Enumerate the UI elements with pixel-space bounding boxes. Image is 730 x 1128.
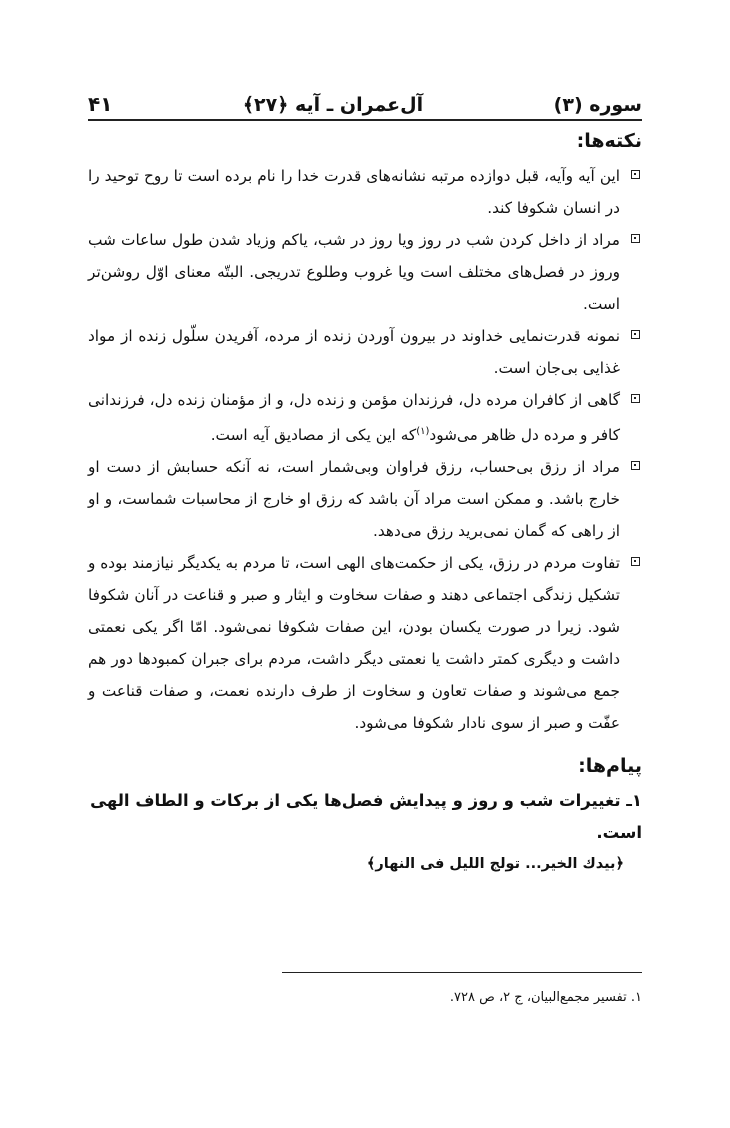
bullet-square-icon — [631, 170, 640, 179]
note-item — [88, 160, 642, 224]
bullet-square-icon — [631, 461, 640, 470]
footnote-divider — [282, 972, 642, 973]
note-text-tail: که این یکی از مصادیق آیه است. — [210, 426, 417, 445]
note-item — [88, 547, 642, 739]
bullet-square-icon — [631, 557, 640, 566]
note-text: نمونه قدرت‌نمایی خداوند در بیرون آوردن زنده از مرده، آفریدن سلّول زنده از مواد غذایی بی‌جان است. — [88, 327, 620, 377]
note-item — [88, 224, 642, 320]
surah-label: سوره (۳) — [553, 94, 642, 116]
note-text: این آیه وآیه، قبل دوازده مرتبه نشانه‌های قدرت خدا را نام برده است تا روح توحید را در انسان شکوفا کند. — [88, 167, 620, 217]
notes-heading: نکته‌ها: — [576, 130, 642, 152]
bullet-square-icon — [631, 234, 640, 243]
footnote-ref[interactable]: (۱) — [416, 426, 430, 437]
quran-quote: ﴿بیدك الخیر... تولج اللیل فی النهار﴾ — [366, 856, 624, 873]
note-text: مراد از رزق بی‌حساب، رزق فراوان وبی‌شمار است، نه آنکه حسابش از دست او خارج باشد. و ممکن است مراد آن باشد که رزق او خارج از محاسبات شماست، و او از راهی که گمان نمی‌برید رزق می‌دهد. — [88, 458, 620, 541]
messages-section — [88, 755, 642, 879]
messages-heading: پیام‌ها: — [578, 755, 642, 778]
message-item: ۱ـ تغییرات شب و روز و پیدایش فصل‌ها یکی از برکات و الطاف الهی است. — [90, 791, 642, 843]
bullet-square-icon — [631, 394, 640, 403]
main-content — [88, 130, 642, 879]
note-item — [88, 384, 642, 451]
note-item — [88, 451, 642, 547]
verse-title: آل‌عمران ـ آیه ﴿۲۷﴾ — [242, 94, 424, 116]
footnote: ۱. تفسیر مجمع‌البیان، ج ۲، ص ۷۲۸. — [449, 990, 642, 1005]
note-text: مراد از داخل کردن شب در روز ویا روز در شب، یاکم وزیاد شدن طول ساعات شب وروز در فصل‌های مختلف است ویا غروب وطلوع تدریجی. البتّه معنای اوّل روشن‌تر است. — [88, 231, 620, 313]
page-header — [88, 84, 642, 121]
note-text: تفاوت مردم در رزق، یکی از حکمت‌های الهی است، تا مردم به یکدیگر نیازمند بوده و تشکیل زندگی اجتماعی دهند و صفات سخاوت و ایثار و صبر و قناعت در آنان شکوفا شود. زیرا در صورت یکسان بودن، این صفات شکوفا نمی‌شود. امّا اگر یکی نعمتی داشت و دیگری کمتر داشت یا نعمتی دیگر داشت، مردم برای جبران کمبودها دور هم جمع می‌شوند و صفات تعاون و سخاوت از طرف دارنده نعمت، و صفات قناعت و عفّت و صبر از سوی نادار شکوفا می‌شود. — [88, 554, 620, 733]
bullet-square-icon — [631, 330, 640, 339]
note-item — [88, 320, 642, 384]
page-number: ۴۱ — [88, 92, 113, 116]
note-text: گاهی از کافران مرده دل، فرزندان مؤمن و زنده دل، و از مؤمنان زنده دل، فرزندانی کافر و مرده دل ظاهر می‌شود — [88, 391, 620, 445]
